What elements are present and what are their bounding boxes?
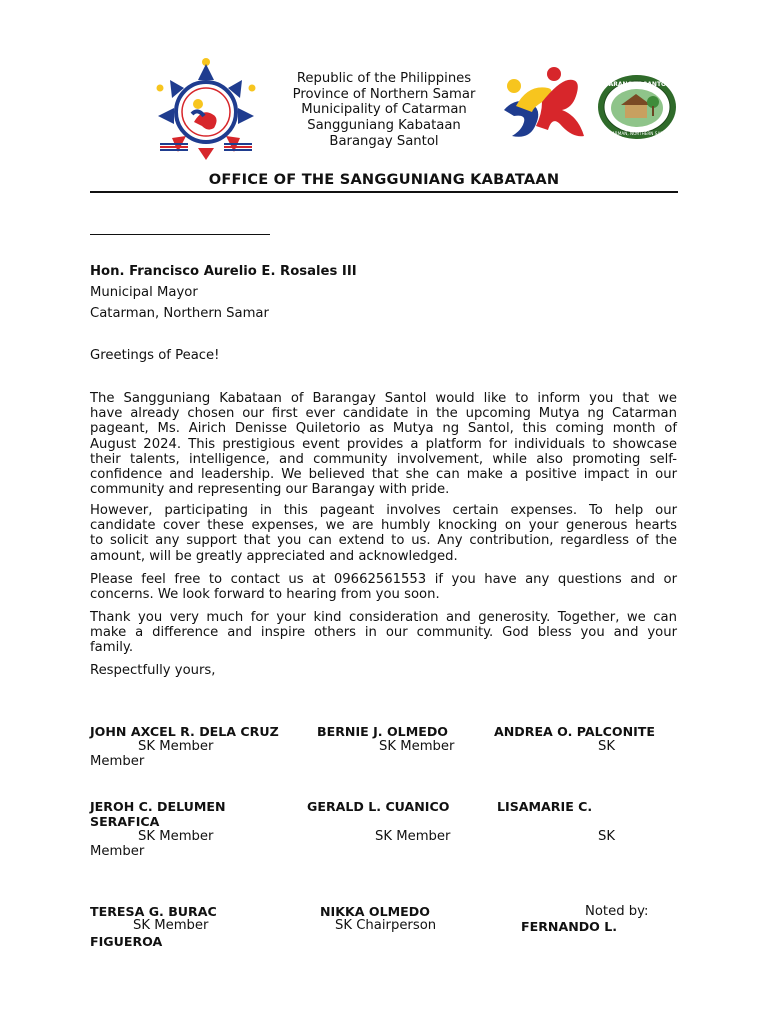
body-line: concerns. We look forward to hearing from you soon. (90, 587, 440, 603)
header-divider (90, 191, 678, 193)
body-line: Please feel free to contact us at 09662561553 if you have any questions and or (90, 572, 677, 587)
letterhead-line: Barangay Santol (329, 133, 439, 149)
body-line: The Sangguniang Kabataan of Barangay Santol would like to inform you that we (90, 391, 677, 406)
signatory-name: FIGUEROA (90, 934, 163, 949)
body-line: confidence and leadership. We believed that she can make a positive impact in our (90, 467, 677, 483)
signatory-name: FERNANDO L. (521, 919, 618, 934)
noted-by-label: Noted by: (585, 904, 649, 919)
body-line: have already chosen our first ever candidate in the upcoming Mutya ng Catarman (90, 406, 677, 422)
letterhead-line: Province of Northern Samar (292, 86, 476, 102)
letterhead-line: Municipality of Catarman (301, 102, 467, 118)
signatory-role: SK Member (138, 829, 214, 844)
closing: Respectfully yours, (90, 663, 216, 678)
office-title: OFFICE OF THE SANGGUNIANG KABATAAN (208, 171, 560, 188)
body-paragraph-2 (90, 503, 677, 564)
sk-emblem-logo (152, 58, 260, 166)
signatory-role: SK Member (375, 829, 451, 844)
body-line: their talents, intelligence, and community involvement, while also promoting self- (90, 451, 677, 467)
body-line: to solicit any support that you can extend to us. Any contribution, regardless of the (90, 533, 677, 549)
signatory-name: ANDREA O. PALCONITE (494, 724, 655, 739)
signatory-name: JOHN AXCEL R. DELA CRUZ (90, 724, 279, 739)
recipient-name: Hon. Francisco Aurelio E. Rosales III (90, 264, 357, 279)
letterhead-line: Sangguniang Kabataan (307, 118, 461, 134)
body-line: make a difference and inspire others in our community. God bless you and your (90, 625, 677, 641)
barangay-santol-seal (597, 74, 677, 140)
body-line: Thank you very much for your kind consideration and generosity. Together, we can (90, 610, 677, 625)
signatory-role: SK Member (133, 918, 209, 933)
body-line: amount, will be greatly appreciated and acknowledged. (90, 548, 458, 564)
signatory-name: NIKKA OLMEDO (320, 904, 430, 919)
signatory-name: JEROH C. DELUMEN (90, 799, 226, 814)
body-paragraph-3 (90, 572, 677, 602)
body-line: August 2024. This prestigious event provides a platform for individuals to showcase (90, 436, 677, 452)
body-line: However, participating in this pageant involves certain expenses. To help our (90, 503, 677, 518)
body-paragraph-1 (90, 391, 677, 497)
letterhead-line: Republic of the Philippines (296, 71, 472, 86)
recipient-address: Catarman, Northern Samar (90, 306, 269, 321)
greeting: Greetings of Peace! (90, 348, 220, 363)
signatory-name: SERAFICA (90, 814, 160, 829)
signatory-role: Member (90, 754, 145, 769)
sk-logo (502, 66, 586, 148)
seal-text: BARANGAY SANTOL (604, 81, 670, 88)
body-paragraph-4 (90, 610, 677, 656)
signatory-role: SK (598, 829, 616, 844)
seal-subtext: CATARMAN, NORTHERN SAMAR (604, 131, 670, 136)
recipient-title: Municipal Mayor (90, 285, 198, 300)
body-line: candidate cover these expenses, we are humbly knocking on your generous hearts (90, 518, 677, 534)
signatory-role: Member (90, 844, 145, 859)
signatory-role: SK Member (379, 739, 455, 754)
signatory-role: SK Member (138, 739, 214, 754)
signatory-role: SK Chairperson (335, 918, 437, 933)
body-line: family. (90, 640, 134, 656)
signatory-name: TERESA G. BURAC (90, 904, 217, 919)
body-line: pageant, Ms. Airich Denisse Quiletorio as Mutya ng Santol, this coming month of (90, 421, 677, 437)
signatory-role: SK (598, 739, 616, 754)
date-blank-line (90, 234, 270, 235)
signatory-name: GERALD L. CUANICO (307, 799, 450, 814)
signatory-name: BERNIE J. OLMEDO (317, 724, 448, 739)
body-line: community and representing our Barangay with pride. (90, 482, 450, 498)
signatory-name: LISAMARIE C. (497, 799, 593, 814)
letterhead (262, 71, 506, 150)
